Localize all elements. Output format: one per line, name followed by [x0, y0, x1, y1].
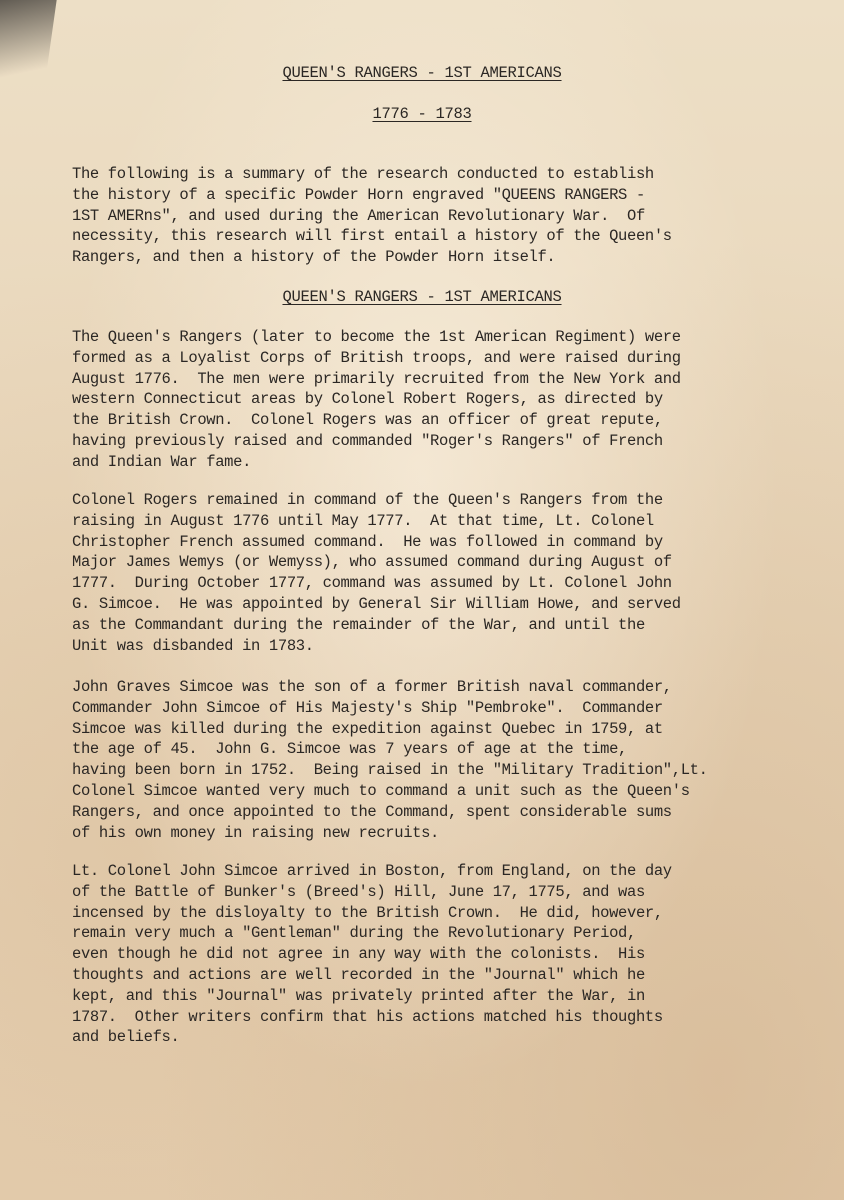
scan-corner-shadow — [0, 0, 59, 114]
paragraph-intro: The following is a summary of the research conducted to establish the history of a specific Powder Horn engraved "QUEENS RANGERS - 1ST AMERns", and used during the American Revolutionary War. Of necessity, this research will first entail a history of the Queen's Rangers, and then a history of the Powder Horn itself. — [72, 165, 672, 267]
document-date-range: 1776 - 1783 — [372, 105, 472, 123]
paragraph-simcoe-biography: John Graves Simcoe was the son of a former British naval commander, Commander John Simcoe of His Majesty's Ship "Pembroke". Commander Simcoe was killed during the expedition against Quebec in 1759, at the age of 45. John G. Simcoe was 7 years of age at the time, having been born in 1752. Being raised in the "Military Tradition",Lt. Colonel Simcoe wanted very much to command a unit such as the Queen's Rangers, and once appointed to the Command, spent considerable sums of his own money in raising new recruits. — [72, 678, 708, 842]
section-heading: QUEEN'S RANGERS - 1ST AMERICANS — [282, 288, 562, 306]
paragraph-command-history: Colonel Rogers remained in command of the Queen's Rangers from the raising in August 1776 until May 1777. At that time, Lt. Colonel Christopher French assumed command. He was followed in command by Major James Wemys (or Wemyss), who assumed command during August of 1777. During October 1777, command was assumed by Lt. Colonel John G. Simcoe. He was appointed by General Sir William Howe, and served as the Commandant during the remainder of the War, and until the Unit was disbanded in 1783. — [72, 491, 681, 655]
document-title: QUEEN'S RANGERS - 1ST AMERICANS — [282, 64, 562, 82]
paragraph-simcoe-arrival: Lt. Colonel John Simcoe arrived in Boston, from England, on the day of the Battle of Bunker's (Breed's) Hill, June 17, 1775, and was incensed by the disloyalty to the British Crown. He did, however, remain very much a "Gentleman" during the Revolutionary Period, even though he did not agree in any way with the colonists. His thoughts and actions are well recorded in the "Journal" which he kept, and this "Journal" was privately printed after the War, in 1787. Other writers confirm that his actions matched his thoughts and beliefs. — [72, 862, 672, 1047]
paragraph-formation: The Queen's Rangers (later to become the 1st American Regiment) were formed as a Loyalist Corps of British troops, and were raised during August 1776. The men were primarily recruited from the New York and western Connecticut areas by Colonel Robert Rogers, as directed by the British Crown. Colonel Rogers was an officer of great repute, having previously raised and commanded "Roger's Rangers" of French and Indian War fame. — [72, 328, 681, 471]
